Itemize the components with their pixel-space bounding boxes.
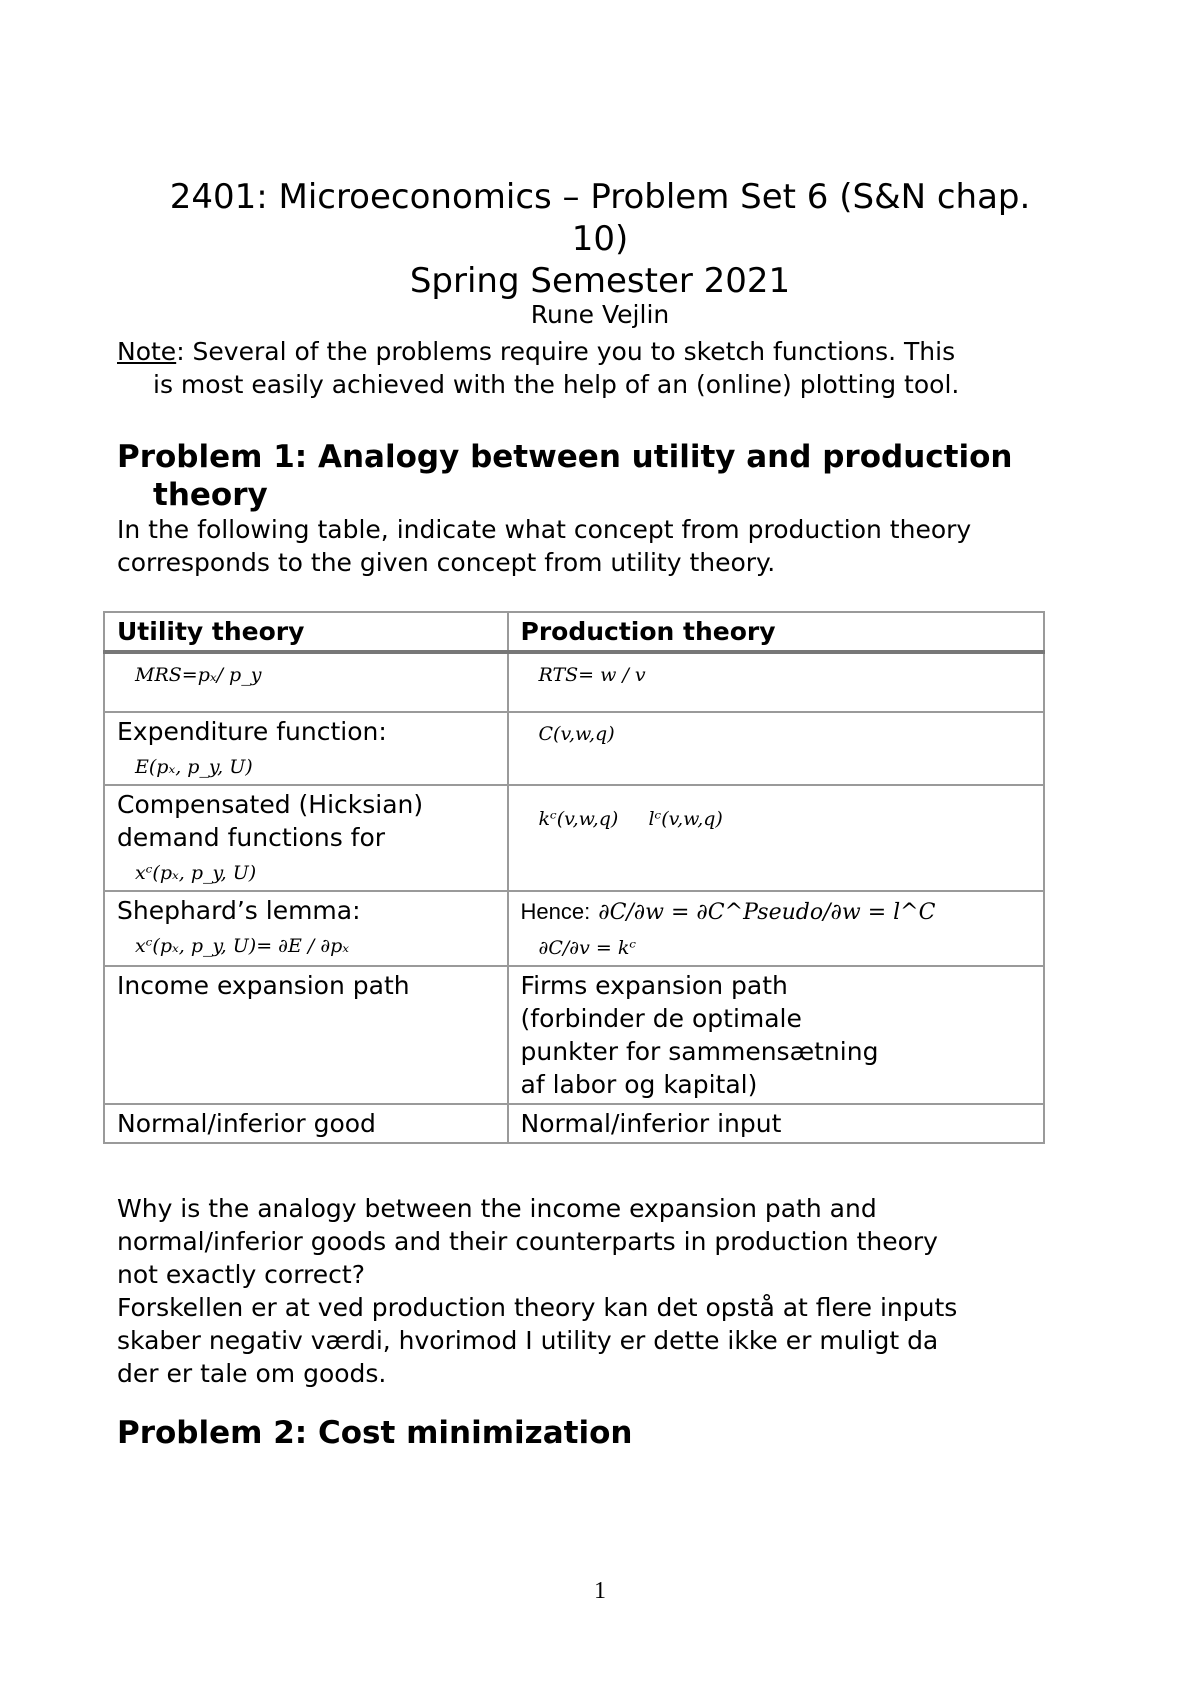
answer-line-1: Forskellen er at ved production theory kan det opstå at flere inputs [117, 1293, 958, 1322]
problem1-heading-line-2: theory [153, 477, 268, 513]
shephard-formula: xᶜ(pₓ, p_y, U)= ∂E / ∂pₓ [135, 935, 350, 957]
title-line-1: 2401: Microeconomics – Problem Set 6 (S&N chap. [169, 177, 1031, 217]
hicksian-label-2: demand functions for [117, 823, 386, 852]
table-row [104, 891, 1044, 966]
firms-expansion-line-2: (forbinder de optimale [520, 1004, 802, 1033]
answer-line-3: der er tale om goods. [117, 1359, 387, 1388]
note-text-line-2: is most easily achieved with the help of an (online) plotting tool. [153, 370, 960, 399]
mrs-formula: MRS=pₓ/ p_y [135, 664, 262, 686]
header-production-theory: Production theory [508, 612, 1044, 652]
semester-subtitle: Spring Semester 2021 [409, 261, 791, 301]
intro-line-1: In the following table, indicate what concept from production theory [117, 515, 972, 544]
firms-expansion-line-3: punkter for sammensætning [520, 1037, 879, 1066]
cell-utility-normal-inferior: Normal/inferior good [104, 1104, 508, 1143]
table-row [104, 1104, 1044, 1143]
analogy-table [103, 611, 1045, 1144]
title-line-2: 10) [571, 219, 629, 259]
rts-formula: RTS= w / v [538, 664, 646, 686]
problem1-question [117, 1192, 1097, 1390]
question-line-1: Why is the analogy between the income expansion path and [117, 1194, 877, 1223]
hence-formula: ∂C/∂w = ∂C^Pseudo/∂w = l^C [598, 900, 936, 925]
table-row [104, 712, 1044, 785]
cell-production-normal-inferior: Normal/inferior input [508, 1104, 1044, 1143]
question-line-2: normal/inferior goods and their counterparts in production theory [117, 1227, 938, 1256]
hicksian-formula: xᶜ(pₓ, p_y, U) [135, 862, 257, 884]
problem1-intro [117, 513, 1097, 579]
intro-line-2: corresponds to the given concept from utility theory. [117, 548, 776, 577]
cell-utility-shephard [104, 891, 508, 966]
cost-function-formula: C(v,w,q) [538, 723, 615, 745]
firms-expansion-line-4: af labor og kapital) [520, 1070, 758, 1099]
cell-utility-hicksian [104, 785, 508, 891]
shephard-label: Shephard’s lemma: [117, 896, 361, 925]
cell-production-rts [508, 652, 1044, 712]
page-title [0, 176, 1200, 260]
author-name: Rune Vejlin [530, 300, 670, 329]
problem2-heading: Problem 2: Cost minimization [117, 1415, 633, 1451]
table-row [104, 966, 1044, 1104]
table-header-row [104, 612, 1044, 652]
expenditure-label: Expenditure function: [117, 717, 387, 746]
problem1-heading-line-1: Problem 1: Analogy between utility and production [117, 439, 1013, 475]
firms-expansion-line-1: Firms expansion path [520, 971, 788, 1000]
cell-production-cost [508, 712, 1044, 785]
cell-utility-expenditure [104, 712, 508, 785]
header-utility-theory: Utility theory [104, 612, 508, 652]
shephard-capital-formula: ∂C/∂v = kᶜ [538, 937, 637, 959]
hence-label: Hence: [520, 899, 591, 924]
note-paragraph [117, 335, 1097, 401]
note-label: Note [117, 337, 177, 366]
table-row [104, 652, 1044, 712]
cell-production-conditional-demand [508, 785, 1044, 891]
cell-utility-income-expansion: Income expansion path [104, 966, 508, 1104]
answer-line-2: skaber negativ værdi, hvorimod I utility er dette ikke er muligt da [117, 1326, 939, 1355]
page-number: 1 [594, 1578, 606, 1604]
cell-production-firms-expansion [508, 966, 1044, 1104]
note-text-line-1: : Several of the problems require you to sketch functions. This [176, 337, 956, 366]
expenditure-formula: E(pₓ, p_y, U) [135, 756, 253, 778]
cell-utility-mrs [104, 652, 508, 712]
hicksian-label-1: Compensated (Hicksian) [117, 790, 424, 819]
conditional-demand-formula: kᶜ(v,w,q) lᶜ(v,w,q) [538, 808, 723, 830]
problem1-heading [117, 438, 1097, 514]
cell-production-hence [508, 891, 1044, 966]
table-row [104, 785, 1044, 891]
question-line-3: not exactly correct? [117, 1260, 365, 1289]
